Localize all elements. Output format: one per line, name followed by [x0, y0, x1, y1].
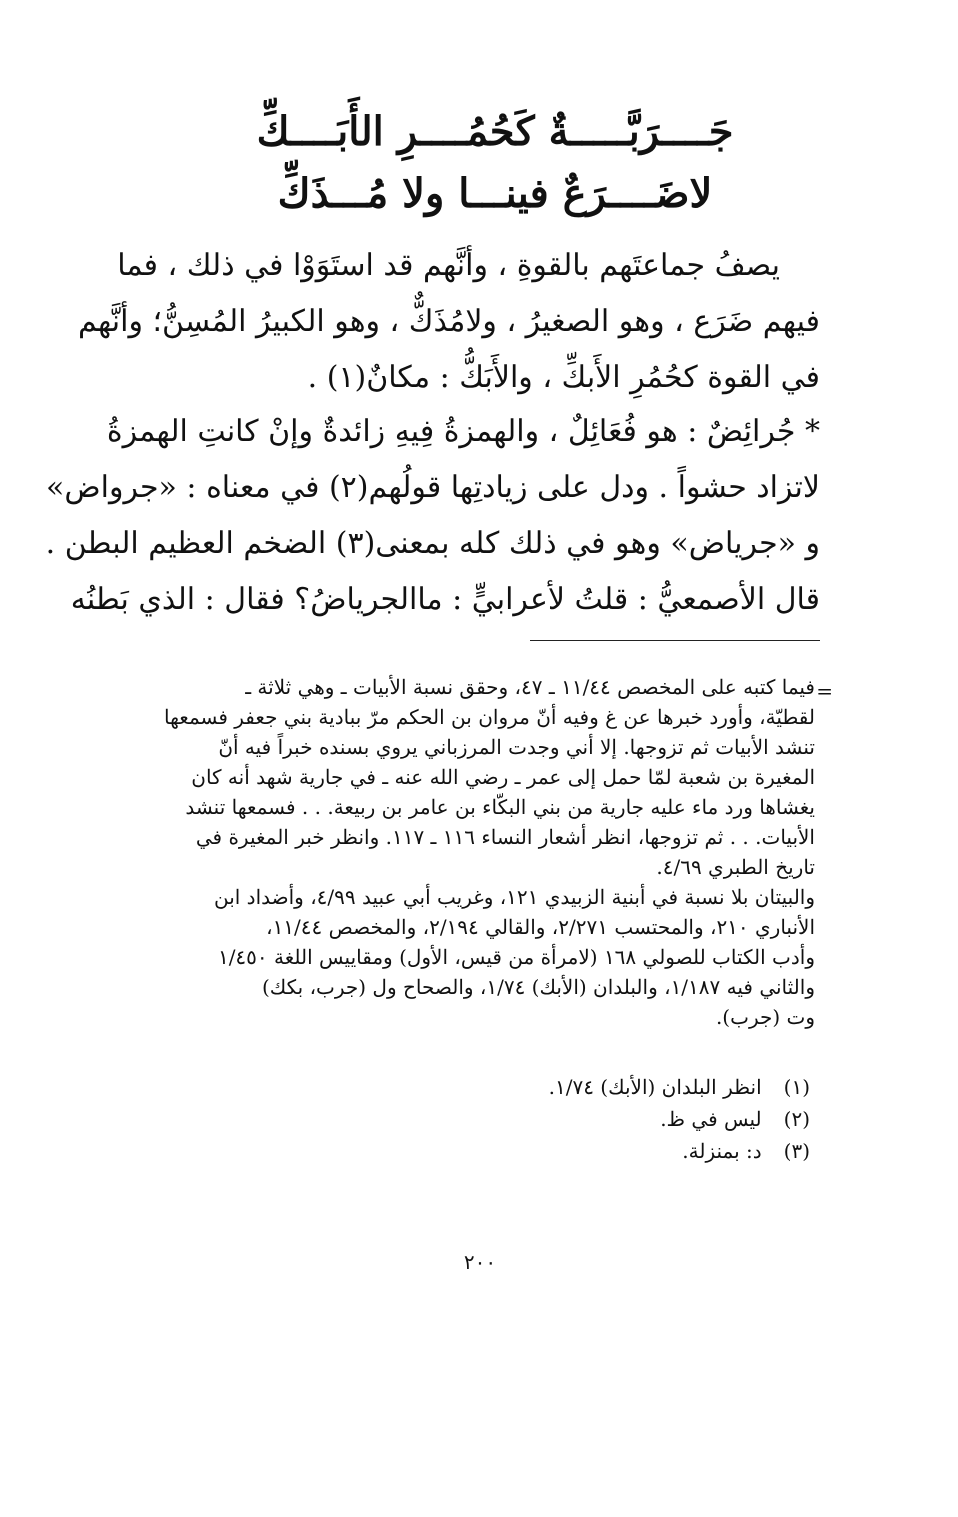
- note-line: وت (جرب).: [715, 1005, 815, 1029]
- footnote-number: (٣): [783, 1139, 810, 1163]
- note-line: فيما كتبه على المخصص ١١/٤٤ ـ ٤٧، وحقق نسبة الأبيات ـ وهي ثلاثة ـ: [245, 675, 815, 699]
- footnote-1: [500, 1072, 810, 1102]
- footnote-divider: [530, 640, 820, 641]
- note-line: يغشاها ورد ماء عليه جارية من بني البكّاء بن عامر بن ربيعة. . . فسمعها تنشد: [185, 795, 815, 819]
- footnote-number: (٢): [783, 1107, 810, 1131]
- paragraph-2: [45, 404, 820, 628]
- paragraph-2-line: و «جرياض» وهو في ذلك كله بمعنى(٣) الضخم العظيم البطن .: [45, 526, 820, 561]
- paragraph-1: [77, 238, 820, 406]
- note-line: الأبيات. . . ثم تزوجها، انظر أشعار النساء ١١٦ ـ ١١٧. وانظر خبر المغيرة في: [195, 825, 815, 849]
- note-line: الأنباري ٢١٠، والمحتسب ٢/٢٧١، والقالي ٢/١٩٤، والمخصص ١١/٤٤،: [266, 915, 815, 939]
- verse-line-1: جَــــرَبَّـــــةٌ كَحُمُــــرِ الأَبَــــكِّ: [256, 108, 734, 155]
- note-line: والثاني فيه ١/١٨٧، والبلدان (الأبك) ١/٧٤، والصحاح ول (جرب، بكك): [261, 975, 815, 999]
- paragraph-1-line: في القوة كحُمُرِ الأَبكِّ ، والأَبَكُّ : مكانٌ(١) .: [307, 360, 820, 395]
- note-line: لقطيّة، وأورد خبرها عن غ وفيه أنّ مروان بن الحكم مرّ ببادية بني جعفر فسمعها: [163, 705, 815, 729]
- footnote-number: (١): [783, 1075, 810, 1099]
- verse-line-2: لاضَــــرَعٌ فينـــا ولا مُـــذَكِّ: [277, 170, 713, 217]
- paragraph-1-line: يصفُ جماعتَهم بالقوةِ ، وأنَّهم قد استَوَوْا في ذلك ، فما: [117, 248, 780, 283]
- note-line: والبيتان بلا نسبة في أبنية الزبيدي ١٢١، وغريب أبي عبيد ٤/٩٩، وأضداد ابن: [213, 885, 815, 909]
- paragraph-1-line: فيهم ضَرَع ، وهو الصغيرُ ، ولامُذَكٌّ ، وهو الكبيرُ المُسِنُّ؛ وأنَّهم: [77, 304, 820, 339]
- note-line: تنشد الأبيات ثم تزوجها. إلا أني وجدت المرزباني يروي بسنده خبراً فيه أنّ: [218, 735, 815, 759]
- page-number: ٢٠٠: [463, 1250, 497, 1274]
- footnote-2: [500, 1104, 810, 1134]
- footnote-text: ليس في ظ.: [660, 1107, 762, 1131]
- note-line: المغيرة بن شعبة لمّا حمل إلى عمر ـ رضي الله عنه ـ في جارية شهد أنه كان: [191, 765, 815, 789]
- paragraph-2-line: * جُرائِضٌ : هو فُعَائِلٌ ، والهمزةُ فِيهِ زائدةٌ وإنْ كانتِ الهمزةُ: [106, 414, 820, 449]
- note-line: تاريخ الطبري ٤/٦٩.: [656, 855, 815, 879]
- note-line: وأدب الكتاب للصولي ١٦٨ (لامرأة من قيس، الأول) ومقاييس اللغة ١/٤٥٠: [217, 945, 815, 969]
- paragraph-2-line: قال الأصمعيُّ : قلتُ لأعرابيٍّ : ماالجرياضُ؟ فقال : الذي بَطنُه: [70, 582, 820, 617]
- paragraph-2-line: لاتزاد حشواً . ودل على زيادتِها قولُهم(٢) في معناه : «جرواض»: [46, 470, 820, 505]
- footnote-3: [500, 1136, 810, 1166]
- continued-note: [125, 672, 815, 1032]
- footnote-text: انظر البلدان (الأبك) ١/٧٤.: [548, 1075, 762, 1099]
- continuation-marker: =: [816, 679, 833, 703]
- footnote-text: د: بمنزلة.: [682, 1139, 762, 1163]
